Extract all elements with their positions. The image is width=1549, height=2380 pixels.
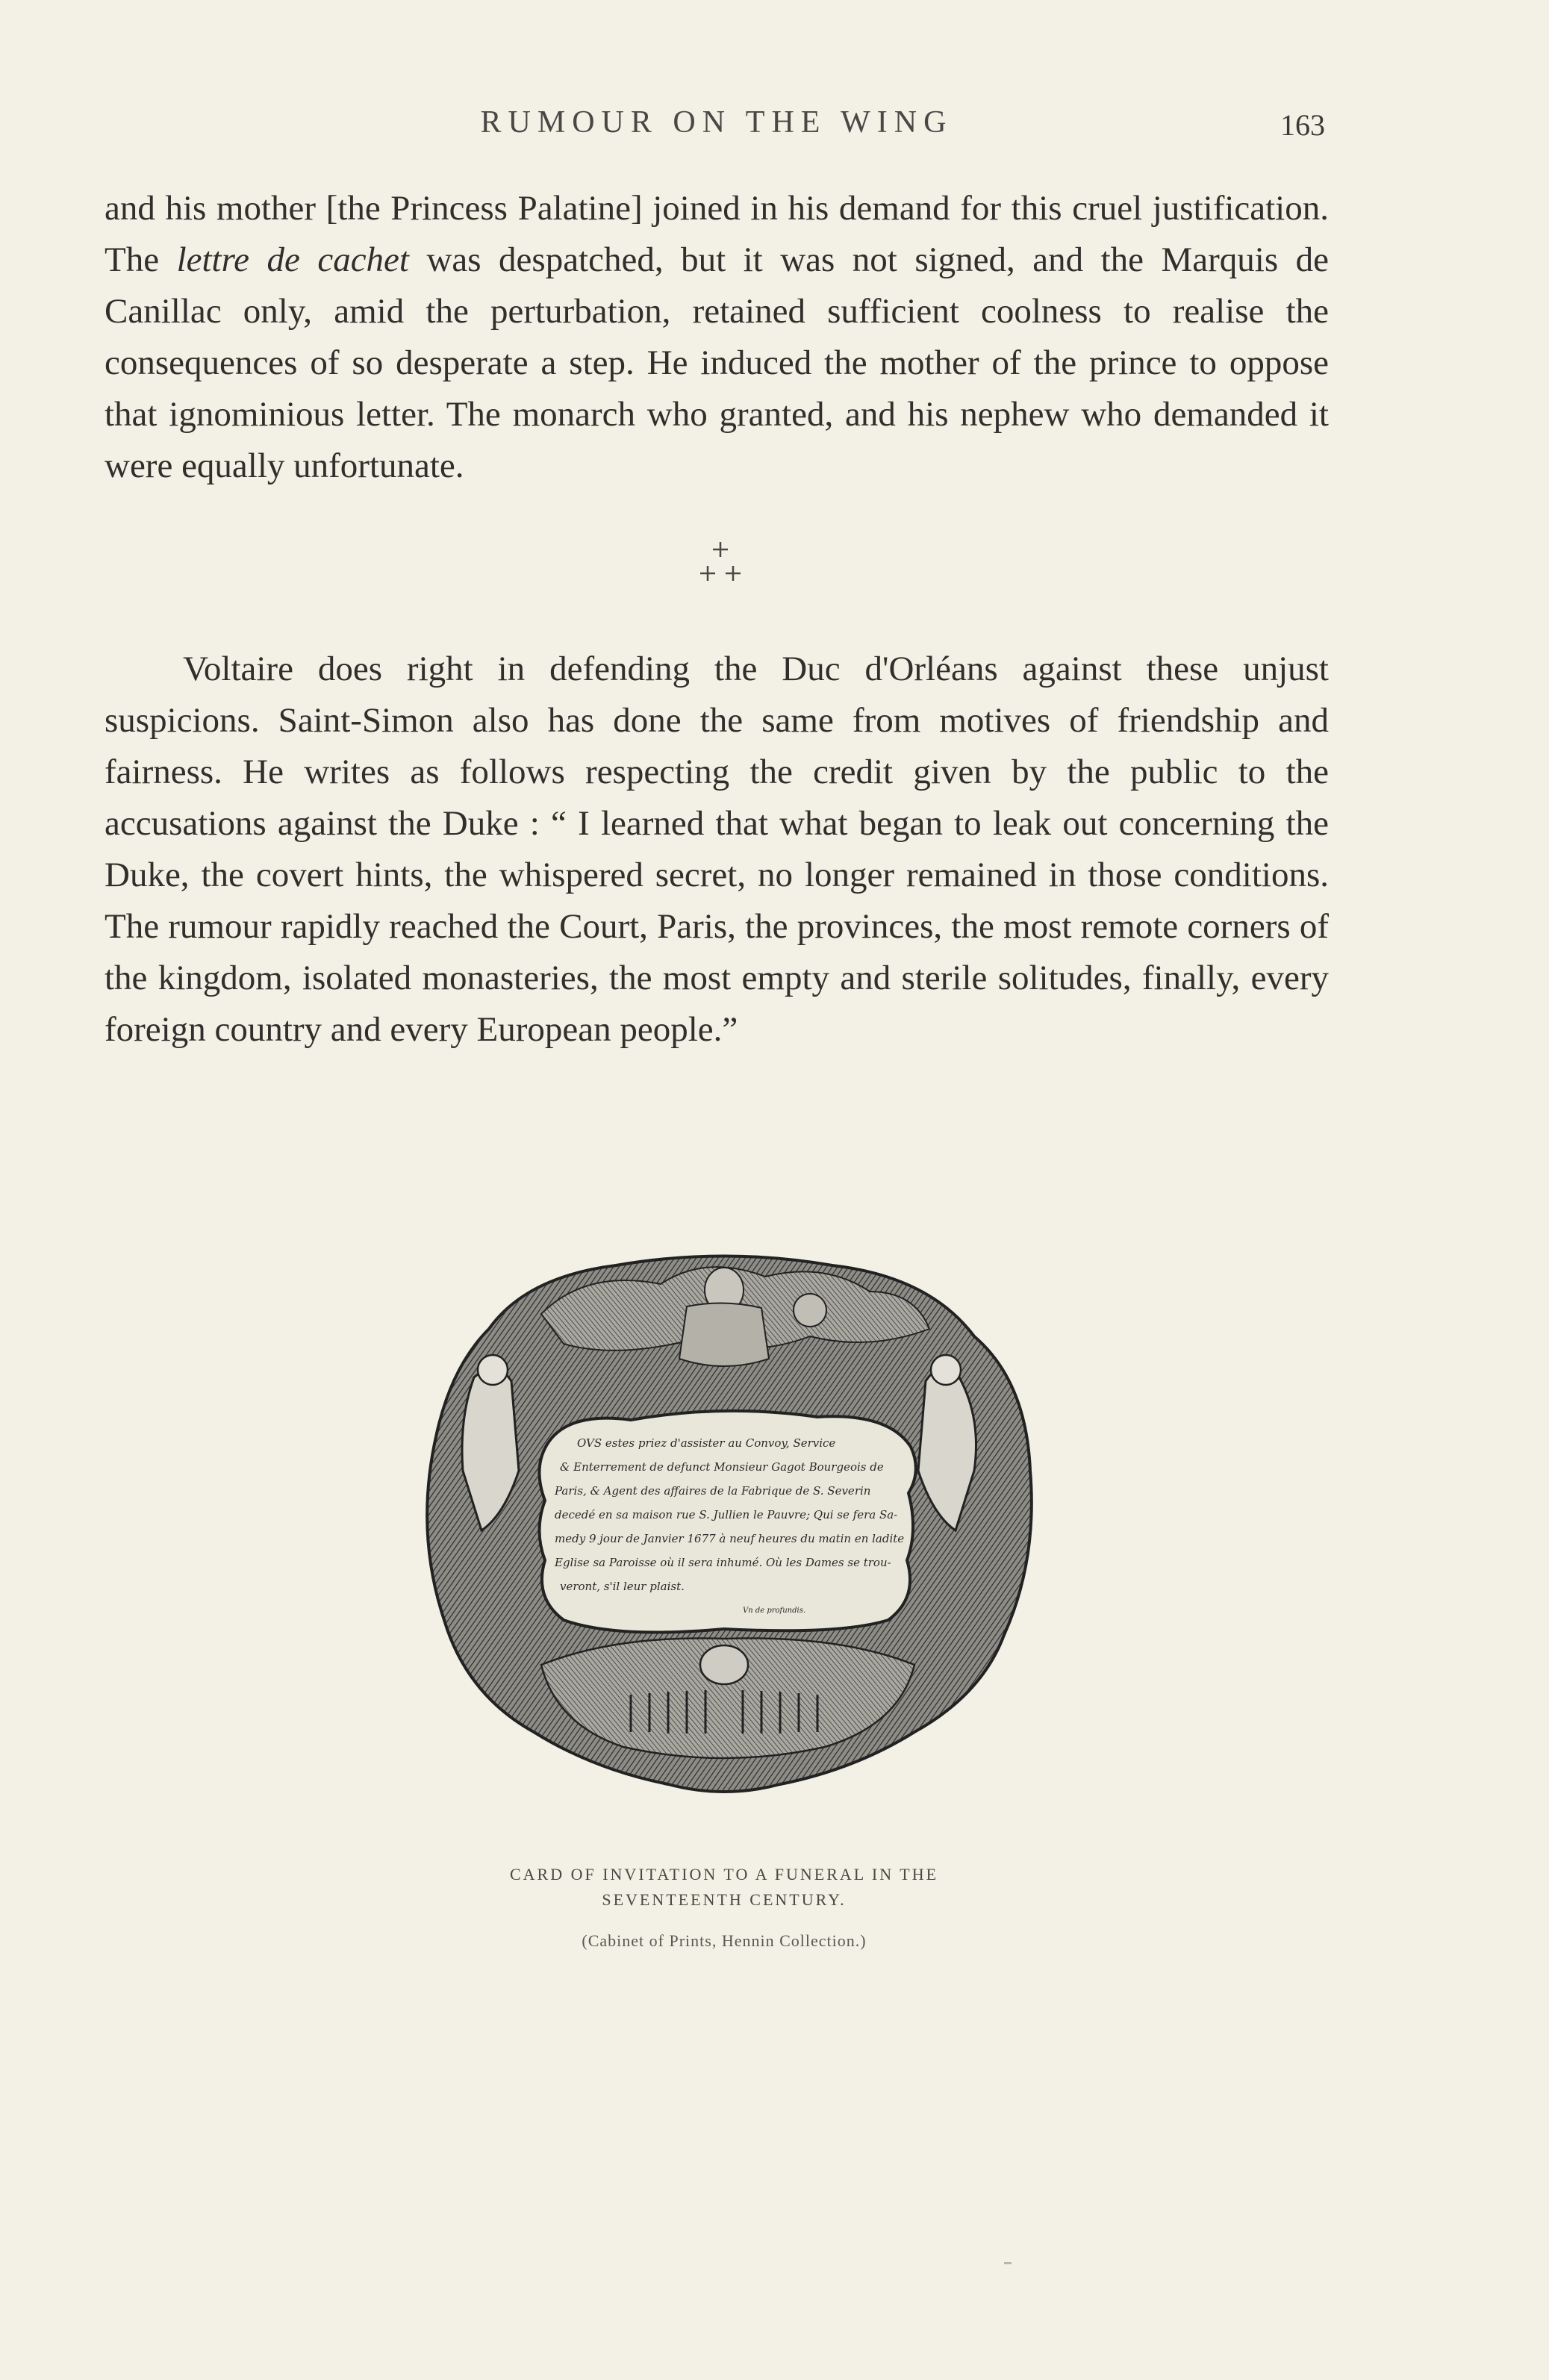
- running-head: [0, 105, 1549, 149]
- god-figure-body: [679, 1303, 769, 1366]
- card-text-line: Eglise sa Paroisse où il sera inhumé. Où les Dames se trou-: [555, 1556, 891, 1569]
- card-text-line: OVS estes priez d'assister au Convoy, Service: [577, 1436, 836, 1450]
- paragraph-1: [105, 183, 1329, 492]
- figure-caption-line-2: SEVENTEENTH CENTURY.: [602, 1890, 847, 1909]
- paragraph-1-text-a: and his mother [the Princess Palatine] joined in his demand for this cruel justification. The: [105, 189, 1329, 279]
- funeral-invitation-engraving: [392, 1247, 1056, 1822]
- figure-caption-line-1: CARD OF INVITATION TO A FUNERAL IN THE: [509, 1865, 939, 1884]
- card-text-line: veront, s'il leur plaist.: [560, 1580, 685, 1593]
- paragraph-1-italic: lettre de cachet: [176, 240, 409, 279]
- paragraph-2: Voltaire does right in defending the Duc d'Orléans against these unjust suspicions. Saint-Simon also has done the same from motives of friendship and fairness. He writes as follows respecting the credit given by the public to the accusations against the Duke : “ I learned that what began to leak out concerning the Duke, the covert hints, the whispered secret, no longer remained in those conditions. The rumour rapidly reached the Court, Paris, the provinces, the most remote corners of the kingdom, isolated monasteries, the most empty and sterile solitudes, finally, every foreign country and every European people.”: [105, 649, 1329, 1049]
- card-text-line: medy 9 jour de Janvier 1677 à neuf heures du matin en ladite: [555, 1532, 905, 1545]
- card-footer-text: Vn de profundis.: [743, 1607, 806, 1615]
- card-text-line: decedé en sa maison rue S. Jullien le Pauvre; Qui se fera Sa-: [555, 1508, 898, 1521]
- skull-left: [478, 1355, 508, 1385]
- cherub-bottom: [700, 1645, 748, 1684]
- angel-figure: [794, 1294, 826, 1327]
- card-text-line: & Enterrement de defunct Monsieur Gagot Bourgeois de: [560, 1460, 884, 1474]
- skull-right: [931, 1355, 961, 1385]
- figure-caption-source: (Cabinet of Prints, Hennin Collection.): [582, 1931, 867, 1950]
- paragraph-1-text-b: was despatched, but it was not signed, and the Marquis de Canillac only, amid the perturbation, retained sufficient coolness to realise the consequences of so desperate a step. He induced the mother of the prince to oppose that ignominious letter. The monarch who granted, and his nephew who demanded it were equally unfortunate.: [105, 240, 1330, 485]
- paper-speck: [1004, 2262, 1012, 2264]
- running-title: RUMOUR ON THE WING: [480, 105, 953, 140]
- fleuron-ornament-icon: [687, 539, 754, 591]
- page-number: 163: [1280, 108, 1325, 142]
- card-text-line: Paris, & Agent des affaires de la Fabrique de S. Severin: [555, 1484, 871, 1498]
